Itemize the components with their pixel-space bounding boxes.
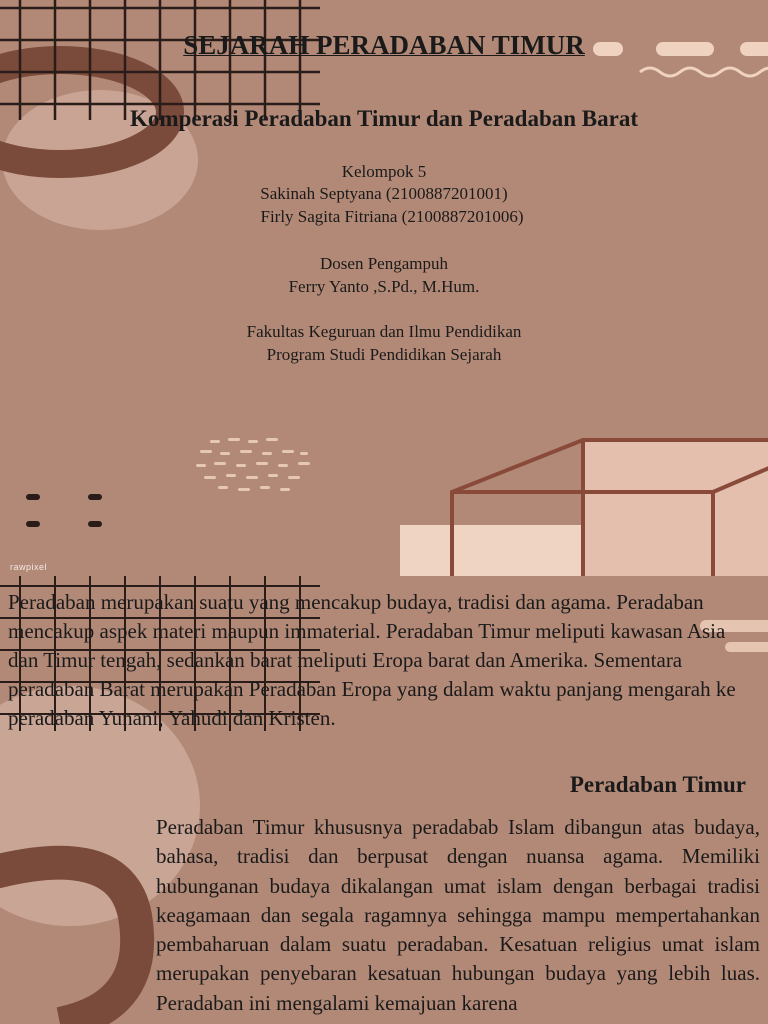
faculty-name: Fakultas Keguruan dan Ilmu Pendidikan xyxy=(246,322,522,341)
program-name: Program Studi Pendidikan Sejarah xyxy=(266,345,502,364)
section-paragraph: Peradaban Timur khususnya peradabab Islam dibangun atas budaya, bahasa, tradisi dan berpusat dengan nuansa agama. Memiliki hubunganan budaya dikalangan umat islam dengan berbagai tradisi keagamaan dan segala ragamnya sehingga mampu mempertahankan pembaharuan dalam suatu peradaban. Kesatuan religius umat islam merupakan penyebaran kesatuan hubungan budaya yang lebih luas. Peradaban ini mengalami kemajuan karena xyxy=(156,815,760,1015)
section-heading: Peradaban Timur xyxy=(569,772,746,797)
member-2: Firly Sagita Fitriana (2100887201006) xyxy=(260,207,524,226)
intro-paragraph: Peradaban merupakan suatu yang mencakup budaya, tradisi dan agama. Peradaban mencakup aspek materi maupun immaterial. Peradaban Timur meliputi kawasan Asia dan Timur tengah, sedankan barat meliputi Eropa barat dan Amerika. Sementara peradaban Barat merupakan Peradaban Eropa yang dalam waktu panjang mengarah ke peradaban Yunani, Yahudi dan Kristen. xyxy=(8,590,736,730)
lecturer-label: Dosen Pengampuh xyxy=(320,254,448,273)
speckle-decoration xyxy=(196,438,310,491)
slide-title: SEJARAH PERADABAN TIMUR xyxy=(183,30,585,60)
lecturer-name: Ferry Yanto ,S.Pd., M.Hum. xyxy=(288,277,480,296)
content-slide xyxy=(0,576,768,1024)
watermark: rawpixel xyxy=(10,562,48,572)
group-label: Kelompok 5 xyxy=(341,162,427,181)
member-1: Sakinah Septyana (2100887201001) xyxy=(260,184,508,203)
slide-subtitle: Komperasi Peradaban Timur dan Peradaban Barat xyxy=(130,106,638,131)
